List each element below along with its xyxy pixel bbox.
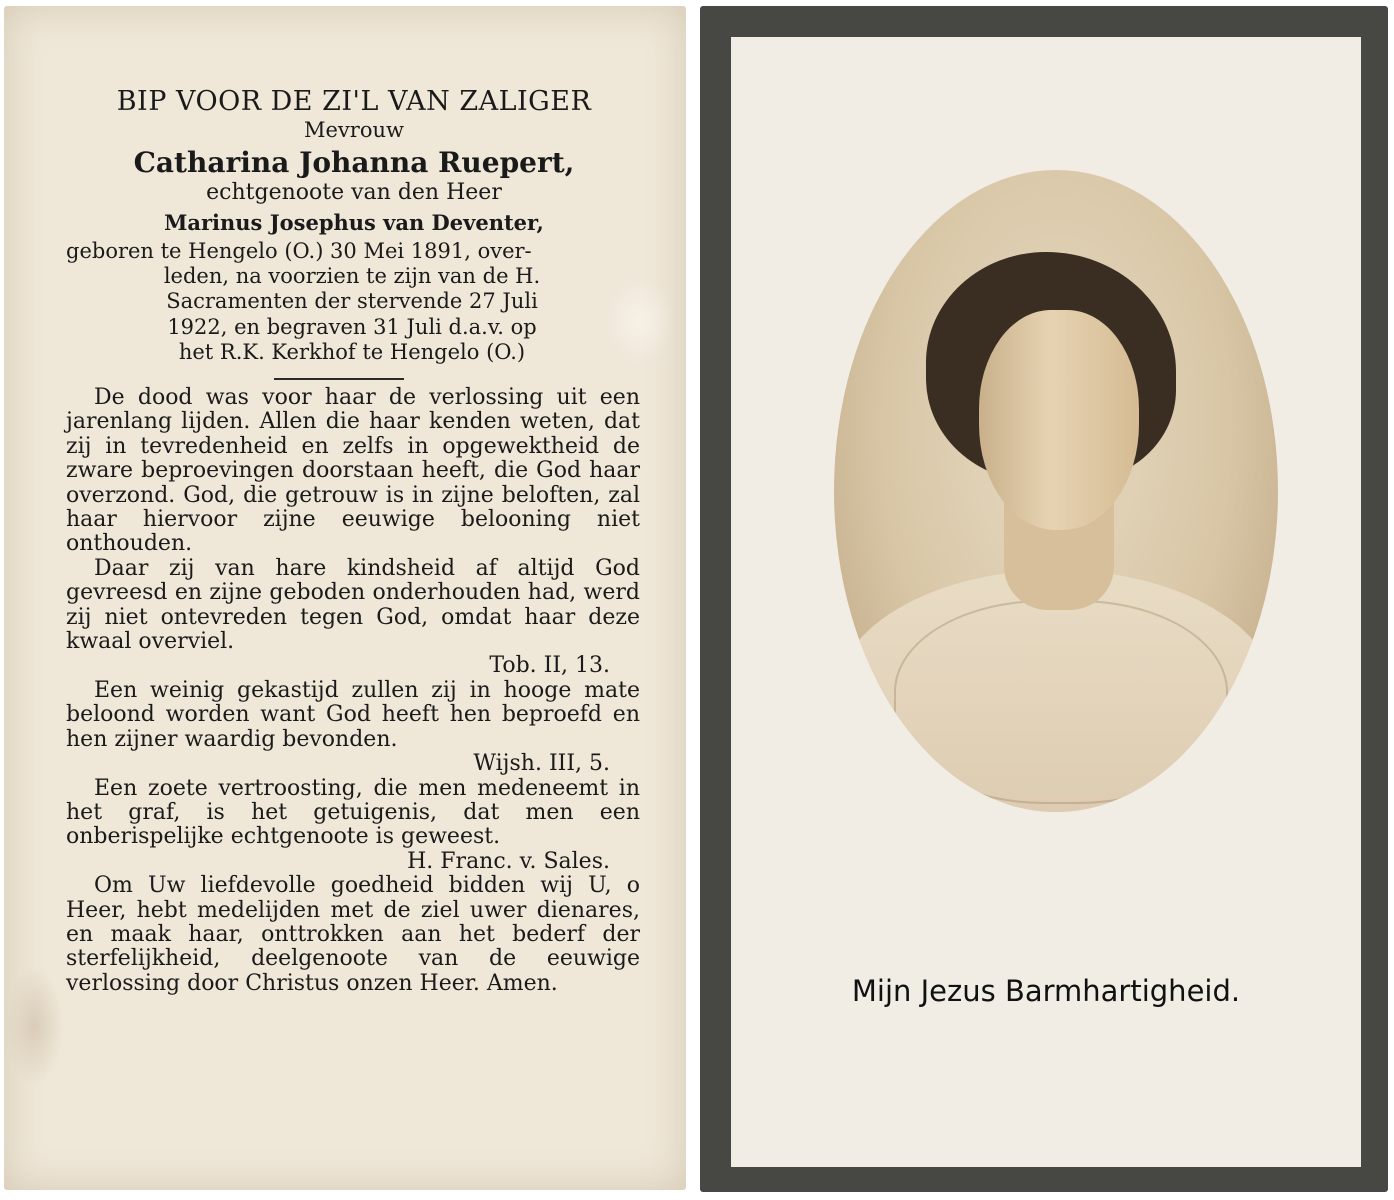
paragraph [66, 777, 640, 850]
salutation: Mevrouw [304, 118, 404, 142]
memorial-text [66, 386, 640, 996]
deceased-name: Catharina Johanna Ruepert, [133, 146, 575, 179]
citation: Tob. II, 13. [489, 653, 610, 679]
biography [66, 239, 638, 365]
card-inner-panel [731, 37, 1361, 1167]
paragraph-text: Daar zij van hare kindsheid af altijd God gevreesd en zijne geboden onderhouden had, werd zij niet ontevreden tegen God, omdat haar deze kwaal overviel. [66, 555, 640, 655]
paragraph [66, 679, 640, 752]
spouse-intro: echtgenoote van den Heer [206, 180, 502, 205]
bio-line: het R.K. Kerkhof te Hengelo (O.) [178, 339, 526, 364]
paper-stain [4, 966, 64, 1086]
memorial-card-text-side [4, 6, 686, 1190]
portrait-dress-detail [894, 600, 1228, 804]
memorial-card-photo-side [700, 6, 1388, 1192]
citation-row [66, 752, 640, 776]
divider [274, 378, 404, 380]
citation-row [66, 850, 640, 874]
prayer-caption: Mijn Jezus Barmhartigheid. [851, 974, 1241, 1008]
citation: Wijsh. III, 5. [473, 751, 610, 777]
citation-row [66, 654, 640, 678]
bio-line: 1922, en begraven 31 Juli d.a.v. op [167, 314, 537, 339]
spouse-name: Marinus Josephus van Deventer, [164, 210, 544, 235]
bio-line: geboren te Hengelo (O.) 30 Mei 1891, over- [66, 239, 532, 263]
paragraph [66, 557, 640, 655]
paragraph-text: Een zoete vertroosting, die men medeneemt in het graf, is het getuigenis, dat men een onberispelijke echtgenoote is geweest. [66, 775, 640, 850]
citation: H. Franc. v. Sales. [407, 848, 610, 874]
card-title: BIP VOOR DE ZI'L VAN ZALIGER [116, 86, 592, 117]
bio-line: Sacramenten der stervende 27 Juli [166, 289, 538, 314]
portrait-face [979, 310, 1139, 530]
paragraph: De dood was voor haar de verlossing uit een jarenlang lijden. Allen die haar kenden weten, dat zij in tevredenheid en zelfs in opgewektheid de zware beproevingen doorstaan heeft, die God haar overzond. God, die getrouw is in zijne beloften, zal haar hiervoor zijne eeuwige belooning niet onthouden. [66, 385, 640, 557]
paragraph-text: Een weinig gekastijd zullen zij in hooge mate beloond worden want God heeft hen beproefd en hen zijner waardig bevonden. [66, 677, 640, 752]
paragraph: Om Uw liefdevolle goedheid bidden wij U, o Heer, hebt medelijden met de ziel uwer dienares, en maak haar, onttrokken aan het bederf der sterfelijkheid, deelgenoote van de eeuwige verlossing door Christus onzen Heer. Amen. [66, 873, 640, 996]
bio-line: leden, na voorzien te zijn van de H. [163, 264, 541, 289]
portrait-photo [834, 170, 1278, 812]
